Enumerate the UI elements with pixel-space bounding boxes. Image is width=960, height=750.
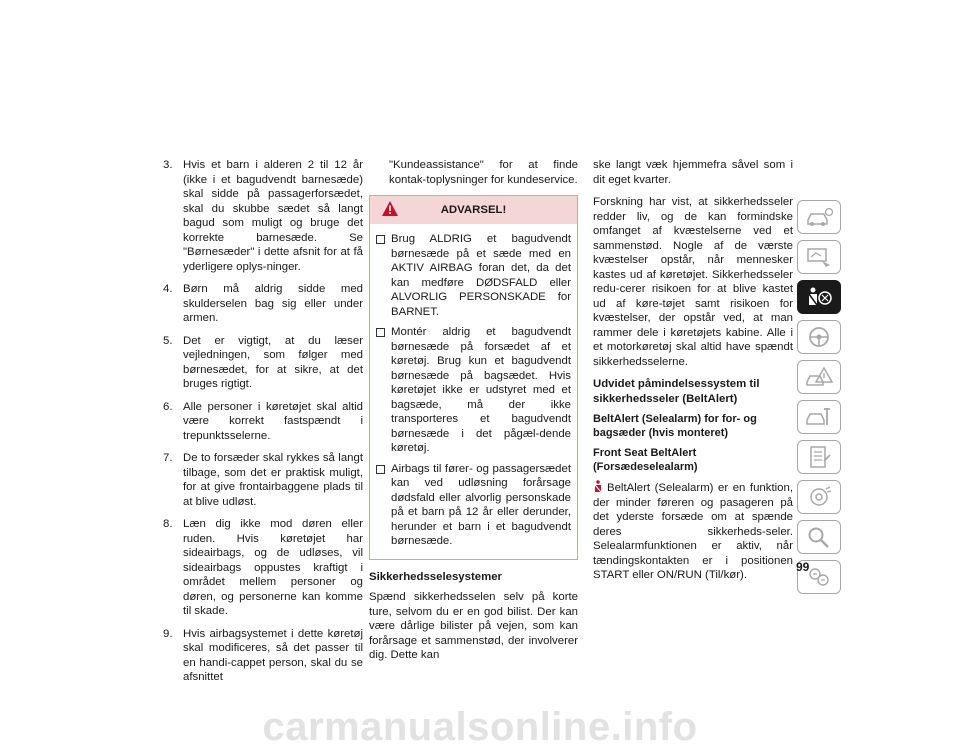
warning-item: Brug ALDRIG et bagudvendt børnesæde på et sæde med en AKTIV AIRBAG foran det, da det kan medføre DØDSFALD eller ALVORLIG PERSONSKADE for BARNET. (376, 232, 571, 319)
warning-body (370, 224, 577, 559)
list-continuation: "Kundeassistance" for at finde kontak-toplysninger for kundeservice. (389, 159, 578, 186)
bullet-box-icon (376, 465, 385, 474)
middle-column (369, 158, 578, 671)
car-info-icon (804, 205, 834, 229)
section-paragraph: Spænd sikkerhedsselen selv på korte ture, selvom du er en god bilist. Der kan være dårlige bilister på vejen, som kan forårsage et sammenstød, der involverer dig. Dette kan (369, 591, 578, 661)
paragraph: ske langt væk hjemmefra såvel som i dit eget kvarter. (593, 159, 793, 186)
paragraph: Forskning har vist, at sikkerhedsseler redder liv, og de kan formindske omfanget af kvæstelserne ved et sammenstød. Nogle af de værste kvæstelser opstår, når mennesker kastes ud af køretøjet. Sikkerhedsseler redu-cerer risikoen for at blive kastet ud af køre-tøjet samt risikoen for kvæstelser, der opstår ved, at man rammer dele i køretøjets kabine. Alle i et motorkøretøj skal altid have spændt sikkerhedsselerne. (593, 196, 793, 368)
warning-title: ADVARSEL! (440, 204, 507, 216)
warning-triangle-icon (382, 201, 398, 216)
warning-car-icon (804, 365, 834, 389)
left-column (163, 158, 363, 693)
bullet-box-icon (376, 235, 385, 244)
tab-car-info[interactable] (797, 200, 841, 234)
dashboard-icon (804, 245, 834, 269)
search-icon (804, 525, 834, 549)
warning-item: Airbags til fører- og passagersædet kan ved udløsning forårsage dødsfald eller alvorlig personskade på et barn på 12 år eller derunder, herunder et barn i et bagudvendt børnesæde. (376, 462, 571, 549)
tab-servicing[interactable] (797, 400, 841, 434)
warning-item: Montér aldrig et bagudvendt børnesæde på forsædet af et køretøj. Brug kun et bagudvendt børnesæde på bagsædet. Hvis køretøjet ikke er udstyret med et bagsæde, må der ikke transporteres et bagudvendt børnesæde i det pågæl-dende køretøj. (376, 325, 571, 456)
sub-heading: Front Seat BeltAlert (Forsædeselealarm) (593, 447, 698, 473)
section-heading: Sikkerhedsselesystemer (369, 570, 502, 583)
tab-technical-specs[interactable] (797, 440, 841, 474)
bullet-box-icon (376, 328, 385, 337)
tab-safety[interactable] (797, 280, 841, 314)
warning-header (370, 196, 577, 224)
car-service-icon (804, 405, 834, 429)
maintenance-list-icon (804, 445, 834, 469)
list-item: 9. Hvis airbagsystemet i dette køretøj skal modificeres, så det passer til en handi-cappet person, skal du se afsnittet (163, 627, 363, 683)
seatbelt-warning-icon (593, 480, 603, 493)
safety-airbag-icon (804, 285, 834, 309)
paragraph: BeltAlert (Selealarm) er en funktion, der minder føreren og pasageren på det yderste forsæde om at spænde deres sikkerheds-seler. Selealarmfunktionen er aktiv, når tændingskontakten er i positionen START eller ON/RUN (Til/kør). (593, 482, 793, 581)
safety-steps-list (163, 158, 363, 685)
multimedia-icon (804, 485, 834, 509)
chapter-tabs (797, 200, 841, 600)
list-item: 5. Det er vigtigt, at du læser vejledningen, som følger med børnesædet, for at sikre, at det bruges rigtigt. (163, 334, 363, 390)
watermark: carmanualsonline.info (262, 705, 698, 749)
sub-heading: BeltAlert (Selealarm) for for- og bagsæder (hvis monteret) (593, 413, 757, 439)
list-item: 6. Alle personer i køretøjet skal altid være korrekt fastspændt i trepunktsselerne. (163, 400, 363, 442)
steering-wheel-icon (804, 325, 834, 349)
list-item: 7. De to forsæder skal rykkes så langt tilbage, som det er praktisk muligt, for at give frontairbaggene plads til at blive udløst. (163, 452, 363, 508)
list-item: 3. Hvis et barn i alderen 2 til 12 år (ikke i et bagudvendt barnesæde) skal sidde på passagerforsædet, skal du skubbe sædet så langt bagud som muligt og bruge det korrekte barnesæde. Se "Børnesæder" i dette afsnit for at få yderligere oplys-ninger. (163, 159, 364, 273)
right-column (593, 158, 793, 591)
list-item: 8. Læn dig ikke mod døren eller ruden. Hvis køretøjet har sideairbags, og de udløses, vil sideairbags oppustes kraftigt i området mellem personer og døren, og personerne kan komme til skade. (163, 518, 363, 617)
tab-starting-operating[interactable] (797, 320, 841, 354)
page-number: 99 (796, 560, 810, 574)
tab-dashboard[interactable] (797, 240, 841, 274)
subsection-heading: Udvidet påmindelsessystem til sikkerhedsseler (BeltAlert) (593, 378, 760, 405)
tab-emergency[interactable] (797, 360, 841, 394)
list-item: 4. Børn må aldrig sidde med skulderselen bag sig eller under armen. (163, 283, 364, 324)
warning-box (369, 195, 578, 560)
tab-search[interactable] (797, 520, 841, 554)
tab-multimedia[interactable] (797, 480, 841, 514)
